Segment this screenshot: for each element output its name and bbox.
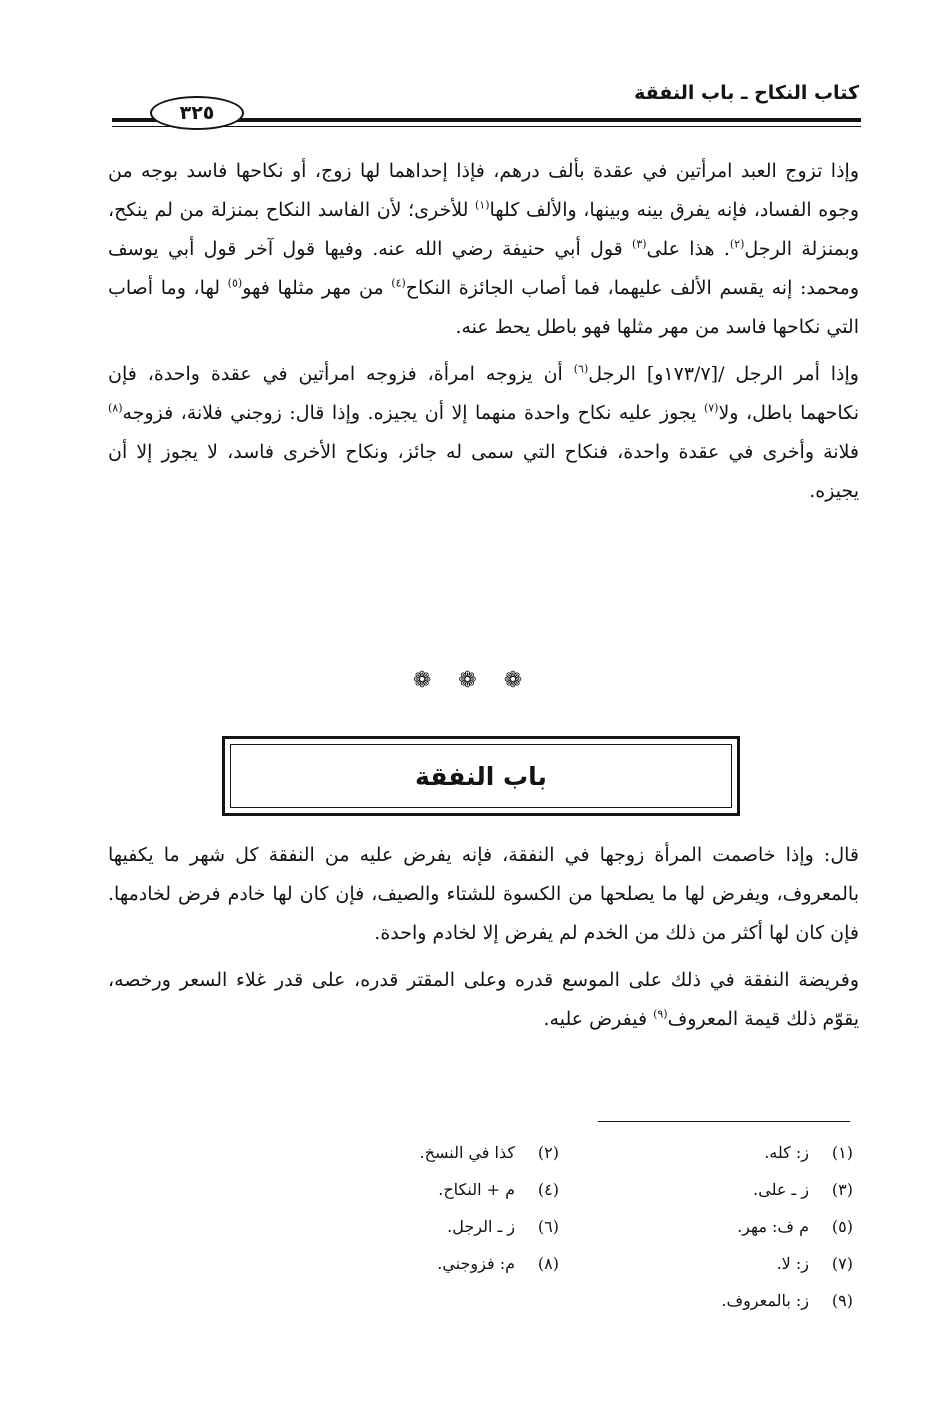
text-run: يجوز عليه نكاح واحدة منهما إلا أن يجيزه. وإذا قال: زوجني فلانة، فزوجه xyxy=(122,402,704,424)
footnote-marker[interactable]: (١) xyxy=(474,198,490,212)
footnote-text: ز ـ على. xyxy=(753,1180,809,1199)
footnote-number: (٨) xyxy=(537,1254,559,1273)
paragraph xyxy=(108,355,859,511)
text-run: وإذا أمر الرجل /[١٧٣/٧و] الرجل xyxy=(588,363,859,385)
footnote-marker[interactable]: (٨) xyxy=(108,401,123,415)
footnote-number: (٥) xyxy=(831,1217,853,1236)
footnote-number: (٩) xyxy=(831,1291,853,1310)
page-number: ٣٢٥ xyxy=(150,96,244,130)
footnote-marker[interactable]: (٤) xyxy=(391,276,406,290)
text-run: قال: وإذا خاصمت المرأة زوجها في النفقة، فإنه يفرض عليه من النفقة كل شهر ما يكفيها بالمعروف، ويفرض لها ما يصلحها من الكسوة للشتاء والصيف، فإن كان لها خادم فرض لخادمها. فإن كان لها أكثر من ذلك من الخدم لم يفرض إلا لخادم واحدة. xyxy=(108,844,859,944)
paragraph xyxy=(108,836,859,953)
footnote-text: ز: بالمعروف. xyxy=(721,1291,809,1310)
footnote-number: (٤) xyxy=(537,1180,559,1199)
footnote-item xyxy=(559,1245,853,1282)
section-1-text xyxy=(108,152,859,511)
footnote-item xyxy=(283,1171,559,1208)
footnote-text: م + النكاح. xyxy=(438,1180,515,1199)
footnote-marker[interactable]: (٧) xyxy=(703,401,719,415)
footnotes xyxy=(283,1134,853,1319)
paragraph xyxy=(108,961,859,1039)
text-run: للأخرى؛ لأن الفاسد النكاح بمنزلة من لم ينكح، وبمنزلة الرجل xyxy=(108,199,859,260)
section-separator: ❁ ❁ ❁ xyxy=(412,668,533,693)
text-run: لها، وما أصاب التي نكاحها فاسد من مهر مثلها فهو باطل يحط عنه. xyxy=(108,277,859,338)
chapter-title: باب النفقة xyxy=(415,761,547,791)
text-run: من مهر مثلها فهو xyxy=(242,277,392,299)
footnote-item xyxy=(559,1282,853,1319)
footnote-marker[interactable]: (٢) xyxy=(729,237,745,251)
footnote-text: م ف: مهر. xyxy=(737,1217,809,1236)
footnote-item xyxy=(283,1208,559,1245)
running-title: كتاب النكاح ـ باب النفقة xyxy=(634,82,859,104)
footnote-number: (٢) xyxy=(537,1143,559,1162)
section-2-text xyxy=(108,836,859,1039)
footnote-marker[interactable]: (٥) xyxy=(227,276,243,290)
paragraph xyxy=(108,152,859,347)
footnote-divider xyxy=(598,1121,850,1122)
footnote-item xyxy=(559,1208,853,1245)
footnote-number: (٣) xyxy=(831,1180,853,1199)
footnote-number: (١) xyxy=(831,1143,853,1162)
footnote-text: كذا في النسخ. xyxy=(419,1143,515,1162)
footnote-text: ز: كله. xyxy=(764,1143,809,1162)
footnote-item xyxy=(559,1171,853,1208)
footnote-marker[interactable]: (٣) xyxy=(632,237,647,251)
text-run: أن يزوجه امرأة، فزوجه امرأتين في عقدة واحدة، فإن نكاحهما باطل، ولا xyxy=(108,363,859,424)
text-run: وفريضة النفقة في ذلك على الموسع قدره وعلى المقتر قدره، على قدر غلاء السعر ورخصه، يقوّم ذلك قيمة المعروف xyxy=(108,969,859,1030)
text-run: وإذا تزوج العبد امرأتين في عقدة بألف درهم، فإذا إحداهما لها زوج، أو نكاحها فاسد بوجه من وجوه الفساد، فإنه يفرق بينه وبينها، والألف كلها xyxy=(108,160,859,221)
footnote-text: ز: لا. xyxy=(776,1254,809,1273)
footnote-number: (٧) xyxy=(831,1254,853,1273)
footnote-number: (٦) xyxy=(537,1217,559,1236)
chapter-title-frame xyxy=(222,736,740,816)
footnote-item xyxy=(559,1134,853,1171)
footnote-item xyxy=(283,1245,559,1282)
footnote-text: ز ـ الرجل. xyxy=(447,1217,515,1236)
footnote-marker[interactable]: (٦) xyxy=(573,362,589,376)
text-run: . هذا على xyxy=(646,238,730,260)
footnote-text: م: فزوجني. xyxy=(437,1254,515,1273)
footnote-item xyxy=(283,1134,559,1171)
text-run: قول أبي حنيفة رضي الله عنه. وفيها قول آخر قول أبي يوسف ومحمد: إنه يقسم الألف عليهما، فما أصاب الجائزة النكاح xyxy=(108,238,859,299)
footnote-marker[interactable]: (٩) xyxy=(653,1007,668,1021)
text-run: فيفرض عليه. xyxy=(543,1008,654,1030)
text-run: فلانة وأخرى في عقدة واحدة، فنكاح التي سمى له جائز، ونكاح الأخرى فاسد، لا يجوز إلا أن يجيزه. xyxy=(108,441,859,502)
